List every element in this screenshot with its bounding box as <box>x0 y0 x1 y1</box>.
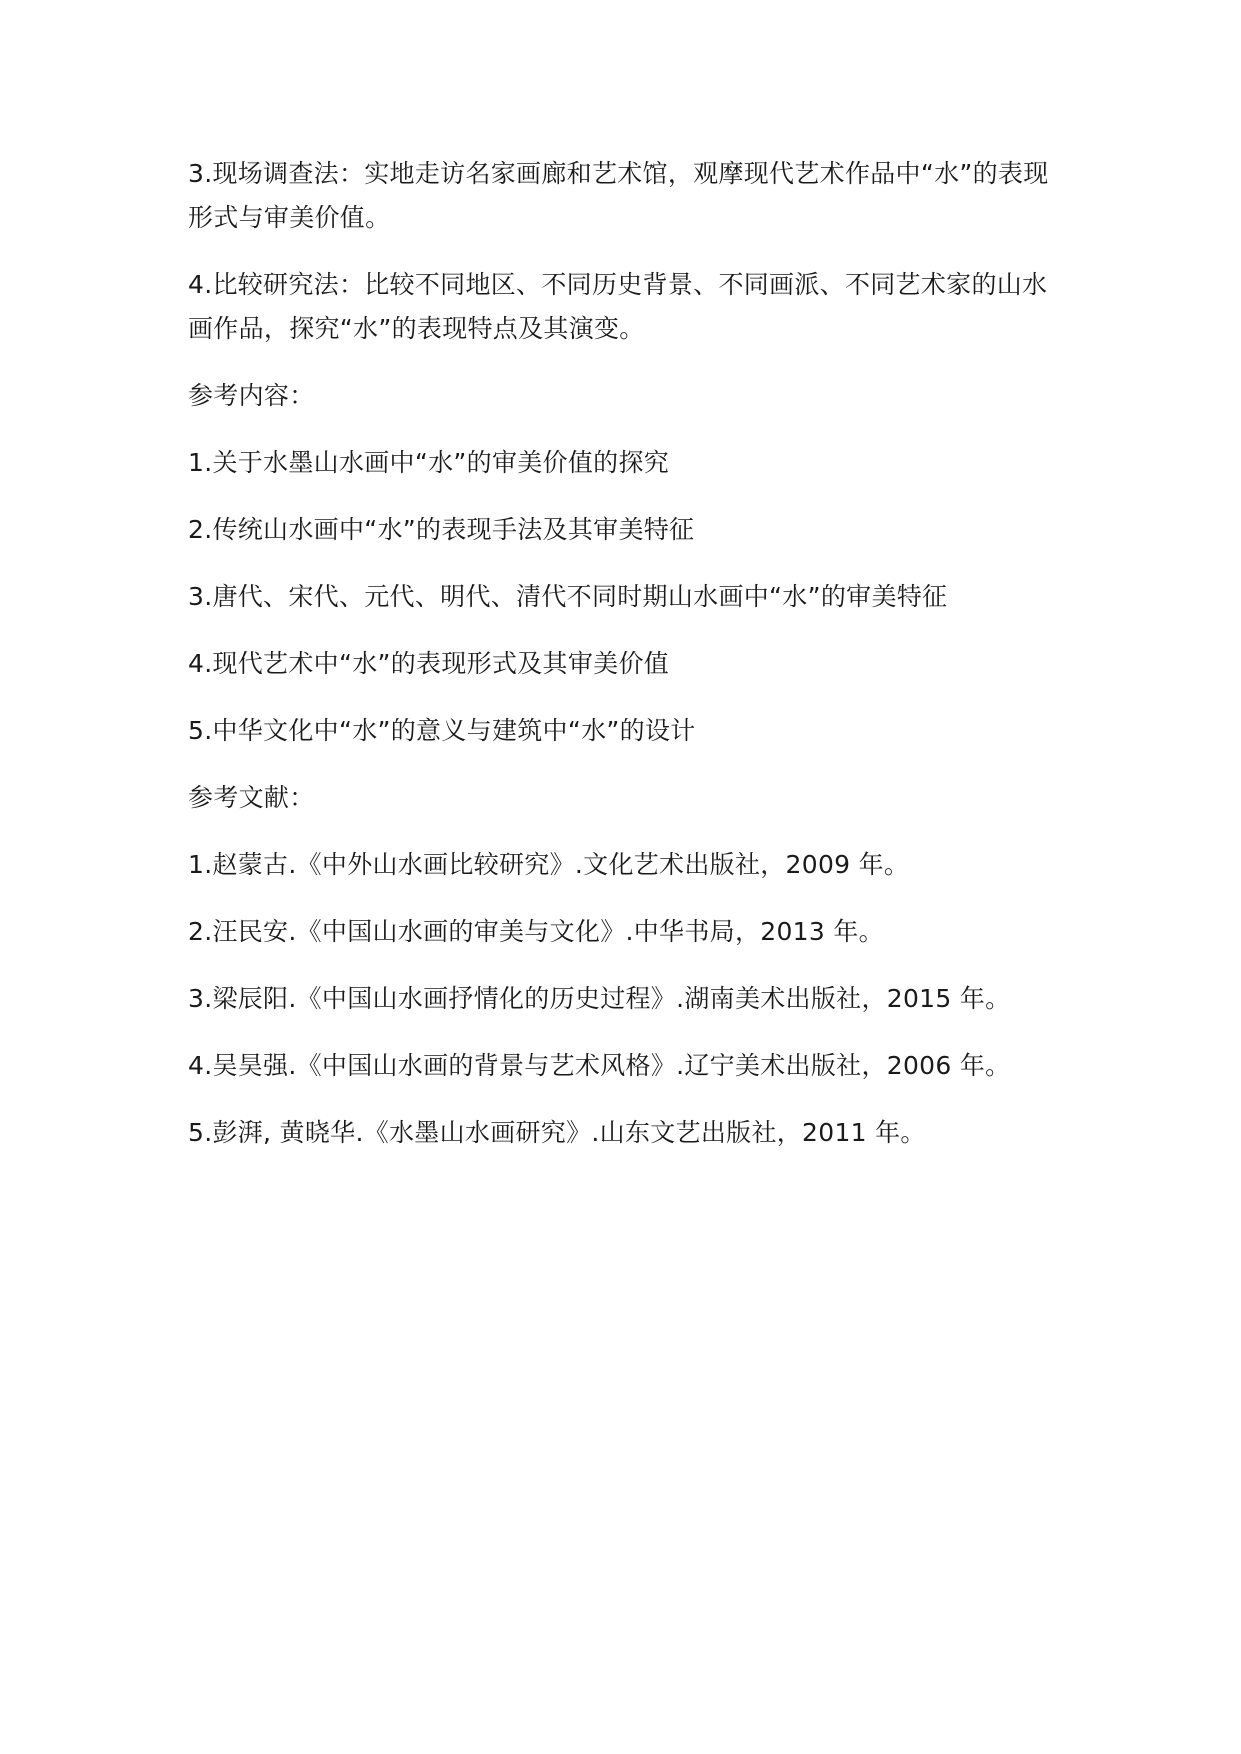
method-field-survey-paragraph: 3.现场调查法：实地走访名家画廊和艺术馆，观摩现代艺术作品中“水”的表现形式与审美价值。 <box>188 159 1049 232</box>
reference-content-item: 2.传统山水画中“水”的表现手法及其审美特征 <box>188 515 695 544</box>
bibliography-item: 2.汪民安.《中国山水画的审美与文化》.中华书局，2013 年。 <box>188 917 884 946</box>
bibliography-item: 1.赵蒙古.《中外山水画比较研究》.文化艺术出版社，2009 年。 <box>188 850 910 879</box>
bibliography-heading: 参考文献： <box>188 783 315 812</box>
reference-content-item: 3.唐代、宋代、元代、明代、清代不同时期山水画中“水”的审美特征 <box>188 582 948 611</box>
bibliography-item: 4.吴昊强.《中国山水画的背景与艺术风格》.辽宁美术出版社，2006 年。 <box>188 1051 1011 1080</box>
method-comparative-paragraph: 4.比较研究法：比较不同地区、不同历史背景、不同画派、不同艺术家的山水画作品，探究“水”的表现特点及其演变。 <box>188 270 1048 343</box>
reference-content-item: 4.现代艺术中“水”的表现形式及其审美价值 <box>188 649 670 678</box>
reference-content-item: 5.中华文化中“水”的意义与建筑中“水”的设计 <box>188 716 696 745</box>
document-body <box>188 152 1068 1155</box>
bibliography-item: 3.梁辰阳.《中国山水画抒情化的历史过程》.湖南美术出版社，2015 年。 <box>188 984 1011 1013</box>
reference-content-item: 1.关于水墨山水画中“水”的审美价值的探究 <box>188 448 670 477</box>
reference-content-heading: 参考内容： <box>188 381 315 410</box>
bibliography-item: 5.彭湃, 黄晓华.《水墨山水画研究》.山东文艺出版社，2011 年。 <box>188 1118 926 1147</box>
